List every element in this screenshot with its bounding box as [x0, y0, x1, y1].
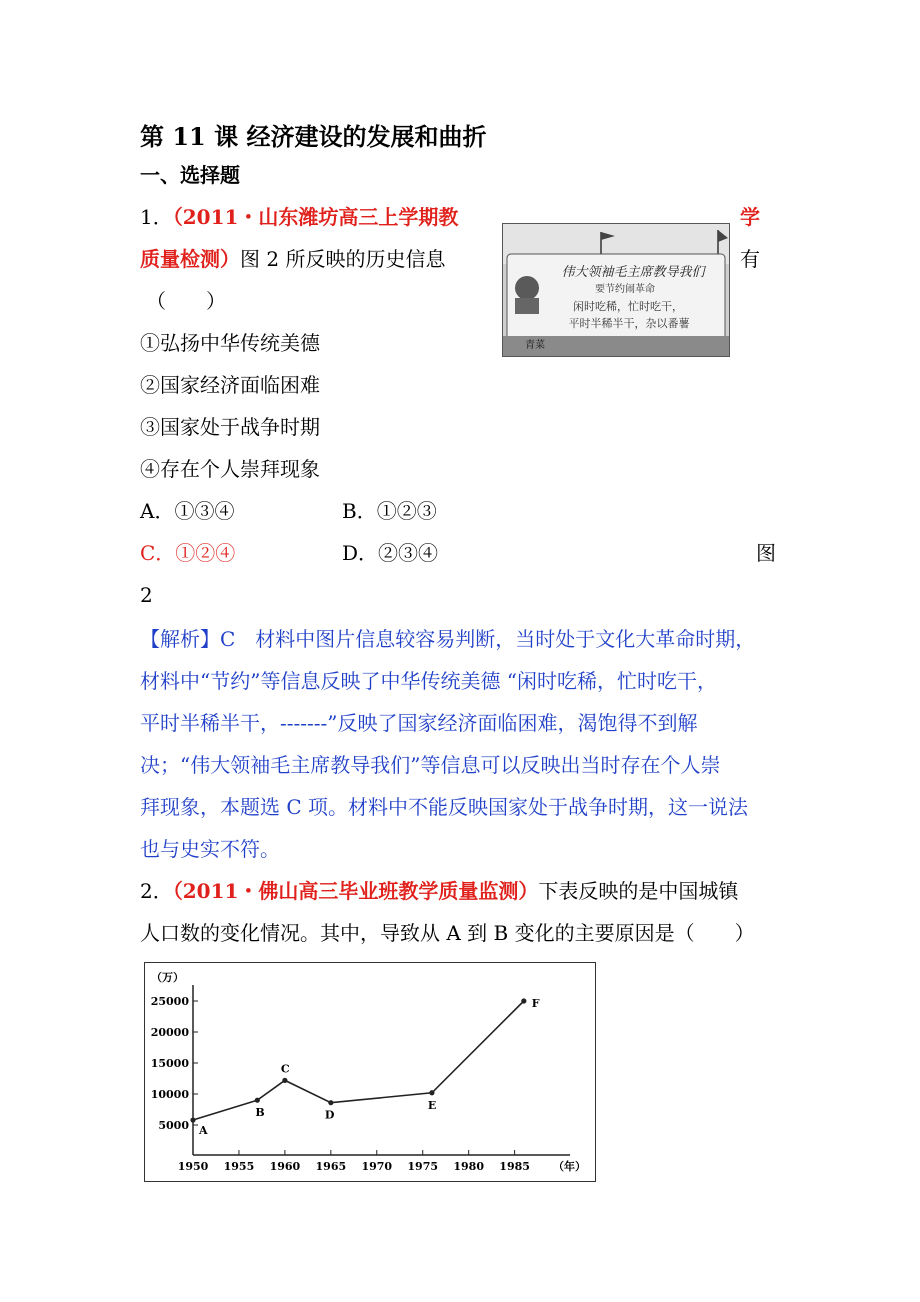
data-point-label-A: A: [199, 1124, 208, 1138]
photo-banner-line-2: 要节约闹革命: [595, 284, 655, 295]
data-point-E: [429, 1090, 434, 1095]
page-title: 第 11 课 经济建设的发展和曲折: [140, 122, 487, 151]
q1-source-tail: 学: [740, 205, 760, 229]
q1-line-1: [140, 204, 458, 230]
q2-stem-2: 人口数的变化情况。其中，导致从 A 到 B 变化的主要原因是（ ）: [140, 921, 755, 945]
y-tick-label: 25000: [150, 995, 189, 1008]
q1-analysis-line-3: 平时半稀半干，-------”反映了国家经济面临困难，渴饱得不到解: [140, 711, 698, 735]
x-tick-label: 1980: [453, 1160, 484, 1173]
population-line-chart: [145, 963, 595, 1181]
x-tick-label: 1950: [177, 1160, 209, 1173]
q1-source-part1: （2011・山东潍坊高三上学期教: [172, 205, 459, 229]
photo-banner-line-5: 青菜: [525, 340, 545, 351]
photo-banner-line-4: 平时半稀半干，杂以番薯: [568, 317, 690, 330]
x-tick-label: 1965: [315, 1160, 347, 1173]
q1-number: 1．: [140, 205, 173, 229]
data-point-label-B: B: [255, 1106, 265, 1120]
q1-analysis-line-5: 拜现象，本题选 C 项。材料中不能反映国家处于战争时期，这一说法: [140, 795, 749, 819]
q1-choice-c: C．①②④: [140, 541, 236, 565]
section-heading: 一、选择题: [140, 163, 240, 187]
q1-source-part2: 质量检测）: [140, 247, 240, 271]
data-point-D: [328, 1100, 333, 1105]
data-point-A: [190, 1117, 195, 1122]
y-tick-label: 10000: [150, 1088, 189, 1101]
q1-analysis-line-4: 决；“伟大领袖毛主席教导我们”等信息可以反映出当时存在个人崇: [140, 753, 721, 777]
q1-line-2: [140, 246, 445, 272]
y-axis-label: （万）: [151, 971, 184, 984]
q2-source: （2011・佛山高三毕业班教学质量监测）: [172, 879, 539, 903]
figure-label-part1: 图: [756, 541, 776, 565]
q1-answer-blank: （ ）: [146, 289, 226, 313]
q1-stem-tail: 有: [740, 247, 760, 271]
x-axis-label: （年）: [553, 1160, 586, 1173]
population-chart-frame: [144, 962, 596, 1182]
x-tick-label: 1960: [269, 1160, 301, 1173]
y-tick-label: 15000: [150, 1057, 189, 1070]
figure-2-photo: [502, 223, 730, 357]
x-tick-label: 1975: [407, 1160, 439, 1173]
data-point-B: [255, 1098, 260, 1103]
q1-analysis-line-1: 【解析】C 材料中图片信息较容易判断，当时处于文化大革命时期，: [140, 627, 756, 651]
q1-option-4: ④存在个人崇拜现象: [140, 457, 320, 481]
photo-banner-line-1: 伟大领袖毛主席教导我们: [561, 265, 705, 280]
q2-stem-1: 下表反映的是中国城镇: [538, 879, 739, 903]
q1-choice-b: B．①②③: [342, 499, 437, 523]
data-point-label-D: D: [324, 1108, 335, 1122]
series-line: [193, 1001, 524, 1120]
data-point-F: [521, 998, 526, 1003]
q2-line-1: [140, 878, 738, 904]
data-point-label-E: E: [427, 1098, 437, 1112]
q2-number: 2．: [140, 879, 173, 903]
data-point-label-C: C: [280, 1062, 290, 1076]
photo-banner-line-3: 闲时吃稀，忙时吃干，: [573, 300, 683, 313]
x-tick-label: 1970: [361, 1160, 393, 1173]
y-tick-label: 20000: [150, 1026, 189, 1039]
x-tick-label: 1985: [499, 1160, 530, 1173]
q1-analysis-line-6: 也与史实不符。: [140, 837, 280, 861]
y-tick-label: 5000: [158, 1119, 189, 1132]
q1-option-3: ③国家处于战争时期: [140, 415, 320, 439]
q1-choice-a: A．①③④: [140, 499, 235, 523]
figure-label-part2: 2: [140, 583, 153, 607]
q1-option-1: ①弘扬中华传统美德: [140, 331, 320, 355]
data-point-label-F: F: [531, 997, 540, 1010]
q1-choice-d: D．②③④: [342, 541, 439, 565]
x-tick-label: 1955: [223, 1160, 255, 1173]
q1-option-2: ②国家经济面临困难: [140, 373, 320, 397]
q1-analysis-line-2: 材料中“节约”等信息反映了中华传统美德 “闲时吃稀，忙时吃干，: [140, 669, 718, 693]
q1-stem: 图 2 所反映的历史信息: [240, 247, 446, 271]
figure-2-photo-drawing: [503, 224, 729, 356]
data-point-C: [282, 1078, 287, 1083]
